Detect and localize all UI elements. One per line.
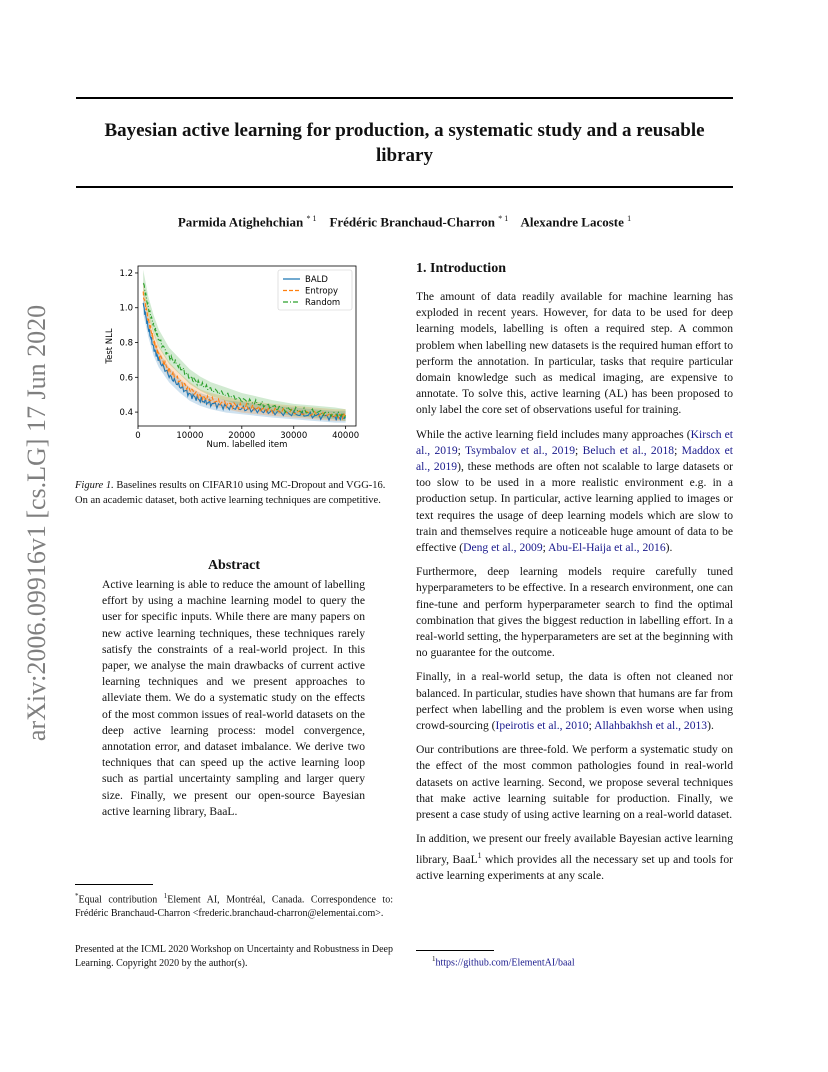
footnote-equal-contribution: Equal contribution: [78, 894, 164, 906]
top-rule: [76, 97, 733, 99]
intro-paragraph-5: Our contributions are three-fold. We perform a systematic study on the effect of the most common pathologies found in real-world datasets on active learning. Second, we propose several techniques that make active learning suitable for production. Finally, we present a case study of using active learning on a real-world dataset.: [416, 743, 733, 822]
x-tick-label: 20000: [228, 431, 256, 441]
citation-link[interactable]: Abu-El-Haija et al., 2016: [548, 541, 666, 555]
x-axis-label: Num. labelled item: [206, 440, 288, 450]
y-tick-label: 0.8: [119, 338, 133, 349]
x-tick-label: 40000: [332, 431, 360, 441]
footnote-correspondence: Element AI, Montréal, Canada. Correspondence to: Frédéric Branchaud-Charron <frederic.branchaud-charron@elementai.com>.: [75, 894, 393, 920]
author-1-mark: * 1: [306, 214, 317, 223]
workshop-notice: Presented at the ICML 2020 Workshop on Uncertainty and Robustness in Deep Learning. Copyright 2020 by the author(s).: [75, 944, 393, 969]
footnote-mark-1: 1: [163, 892, 168, 900]
author-2: Frédéric Branchaud-Charron: [329, 214, 495, 230]
text-run: While the active learning field includes many approaches (: [416, 427, 691, 441]
figure-caption: [75, 478, 393, 508]
author-list: [76, 214, 733, 230]
title-line-2: library: [376, 145, 433, 166]
introduction-body: [416, 289, 733, 892]
legend-label-bald: BALD: [305, 275, 328, 285]
author-1: Parmida Atighehchian: [177, 214, 304, 230]
y-axis-label: Test NLL: [105, 328, 115, 364]
text-run: ).: [707, 719, 714, 733]
footnote-rule: [75, 884, 153, 885]
citation-link[interactable]: Allahbakhsh et al., 2013: [594, 719, 708, 733]
text-run: In addition, we present our freely available Bayesian active learning library, BaaL: [416, 832, 733, 866]
citation-link[interactable]: Maddox et al., 2019: [416, 443, 733, 474]
author-3-mark: 1: [627, 214, 632, 223]
title-line-1: Bayesian active learning for production, a systematic study and a reusable: [104, 120, 705, 141]
x-tick-label: 30000: [280, 431, 308, 441]
author-2-mark: * 1: [498, 214, 509, 223]
arxiv-sidebar-stamp: arXiv:2006.09916v1 [cs.LG] 17 Jun 2020: [22, 304, 51, 742]
text-run: ;: [588, 719, 595, 733]
footnote-mark-star: *: [75, 892, 79, 900]
figure-caption-text: Baselines results on CIFAR10 using MC-Dropout and VGG-16. On an academic dataset, both active learning techniques are competitive.: [75, 480, 386, 506]
y-tick-label: 0.6: [119, 373, 133, 384]
text-run: which provides all the necessary set up and tools for active learning experiments at any scale.: [416, 852, 733, 882]
text-run: ;: [457, 443, 466, 457]
section-heading-introduction: 1. Introduction: [416, 261, 506, 276]
github-link[interactable]: https://github.com/ElementAI/baal: [435, 957, 575, 969]
intro-paragraph-3: Furthermore, deep learning models require carefully tuned hyperparameters to be effective. In a research environment, one can fine-tune and perform hyperparameter search to find the optimal combination that gives the biggest reduction in labelling effort. In a real-world setting, the hyperparameters are set at the beginning with no guarantee for the outcome.: [416, 565, 733, 660]
x-tick-label: 0: [135, 431, 141, 441]
text-run: ).: [665, 541, 673, 555]
footnote-url: [432, 955, 575, 968]
title-bottom-rule: [76, 186, 733, 188]
text-run: ;: [542, 541, 549, 555]
citation-link[interactable]: Deng et al., 2009: [463, 541, 543, 555]
figure-1-chart: [100, 258, 380, 463]
intro-paragraph-1: The amount of data readily available for machine learning has exploded in recent years. However, for data to be used for deep learning models, labelling is often a required step. A common problem when labelling new datasets is the required human effort to perform the annotation. In particular, tasks that require particular domain knowledge such as medical imaging, are expensive to annotate. To solve this, active learning (AL) has been proposed to only label the core set of observations useful for training.: [416, 290, 733, 417]
intro-paragraph-4: [416, 669, 733, 734]
footnote-rule-right: [416, 950, 494, 951]
footnote-mark: 1: [432, 955, 436, 963]
citation-link[interactable]: Ipeirotis et al., 2010: [495, 719, 589, 733]
citation-link[interactable]: Tsymbalov et al., 2019: [465, 443, 576, 457]
y-tick-label: 1.0: [119, 303, 133, 314]
text-run: ;: [674, 443, 682, 457]
citation-link[interactable]: Beluch et al., 2018: [582, 443, 675, 457]
y-tick-label: 0.4: [119, 408, 133, 419]
author-3: Alexandre Lacoste: [520, 214, 624, 230]
intro-paragraph-6: [416, 831, 733, 883]
text-run: ), these methods are often not scalable to large datasets or too slow to be used in a more realistic environment e.g. in a production setup. In particular, active learning applied to images or text requires the usage of deep learning models which are slow to train and themselves require a noticeable huge amount of data to be effective (: [416, 460, 733, 555]
abstract-heading: Abstract: [207, 558, 261, 573]
y-tick-label: 1.2: [119, 268, 133, 279]
intro-paragraph-2: [416, 427, 733, 557]
footnote-ref-1[interactable]: 1: [477, 850, 482, 860]
abstract-text: Active learning is able to reduce the amount of labelling effort by using a machine learning model to query the user for specific inputs. While there are many papers on new active learning techniques, these techniques rarely satisfy the constraints of a real-world project. In this paper, we analyse the main drawbacks of current active learning techniques and we present approaches to alleviate them. We do a systematic study on the effects of the most common issues of real-world datasets on the deep active learning process: model convergence, annotation error, and dataset imbalance. We derive two techniques that can speed up the active learning loop such as partial uncertainty sampling and larger query size. Finally, we present our open-source Bayesian active learning library, BaaL.: [102, 578, 365, 818]
paper-title: [76, 118, 733, 168]
text-run: ;: [575, 443, 583, 457]
legend-label-random: Random: [305, 298, 341, 308]
plot-layer: [105, 266, 359, 450]
legend-label-entropy: Entropy: [305, 286, 339, 297]
citation-link[interactable]: Kirsch et al., 2019: [416, 427, 733, 457]
text-run: Finally, in a real-world setup, the data is often not cleaned nor balanced. In particular, studies have shown that humans are far from perfect when labelling and the problem is even worse when using crowd-sourcing (: [416, 670, 733, 733]
figure-label: Figure 1.: [75, 480, 114, 491]
x-tick-label: 10000: [176, 431, 204, 441]
footnote-affiliation: [75, 889, 393, 921]
